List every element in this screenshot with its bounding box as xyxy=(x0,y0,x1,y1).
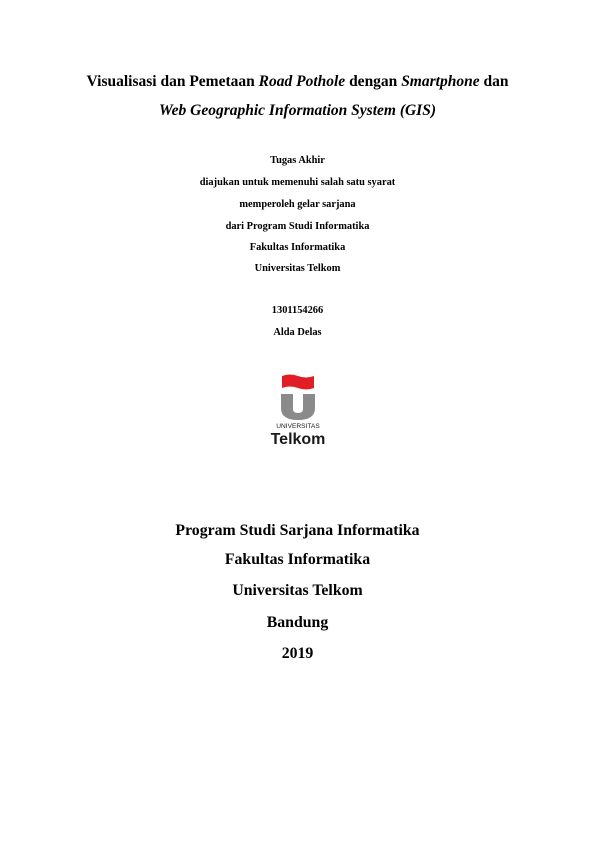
logo-telkom-text: Telkom xyxy=(270,431,326,448)
city-name: Bandung xyxy=(266,614,329,631)
purpose-line-6: Universitas Telkom xyxy=(254,263,341,274)
telkom-university-logo xyxy=(262,372,334,450)
purpose-line-2: diajukan untuk memenuhi salah satu syarat xyxy=(199,177,396,188)
student-id: 1301154266 xyxy=(271,305,324,316)
program-name: Program Studi Sarjana Informatika xyxy=(175,522,420,539)
title-seg: dengan xyxy=(345,73,402,90)
title-seg-italic: Road Pothole xyxy=(258,73,346,90)
thesis-title-line-2: Web Geographic Information System (GIS) xyxy=(158,102,436,119)
purpose-line-3: memperoleh gelar sarjana xyxy=(239,199,356,210)
university-name: Universitas Telkom xyxy=(232,582,363,599)
purpose-line-4: dari Program Studi Informatika xyxy=(225,221,370,232)
title-seg-italic: Smartphone xyxy=(401,73,480,90)
thesis-title-line-1 xyxy=(0,73,595,91)
author-name: Alda Delas xyxy=(273,327,322,338)
document-type: Tugas Akhir xyxy=(270,155,325,166)
logo-universitas-text: UNIVERSITAS xyxy=(276,423,320,430)
logo-red-flag xyxy=(282,375,314,390)
title-seg: dan xyxy=(479,73,509,90)
faculty-name: Fakultas Informatika xyxy=(224,551,371,568)
purpose-line-5: Fakultas Informatika xyxy=(249,242,346,253)
year: 2019 xyxy=(281,645,314,662)
title-seg: Visualisasi dan Pemetaan xyxy=(86,73,259,90)
logo-gray-u xyxy=(281,394,315,420)
